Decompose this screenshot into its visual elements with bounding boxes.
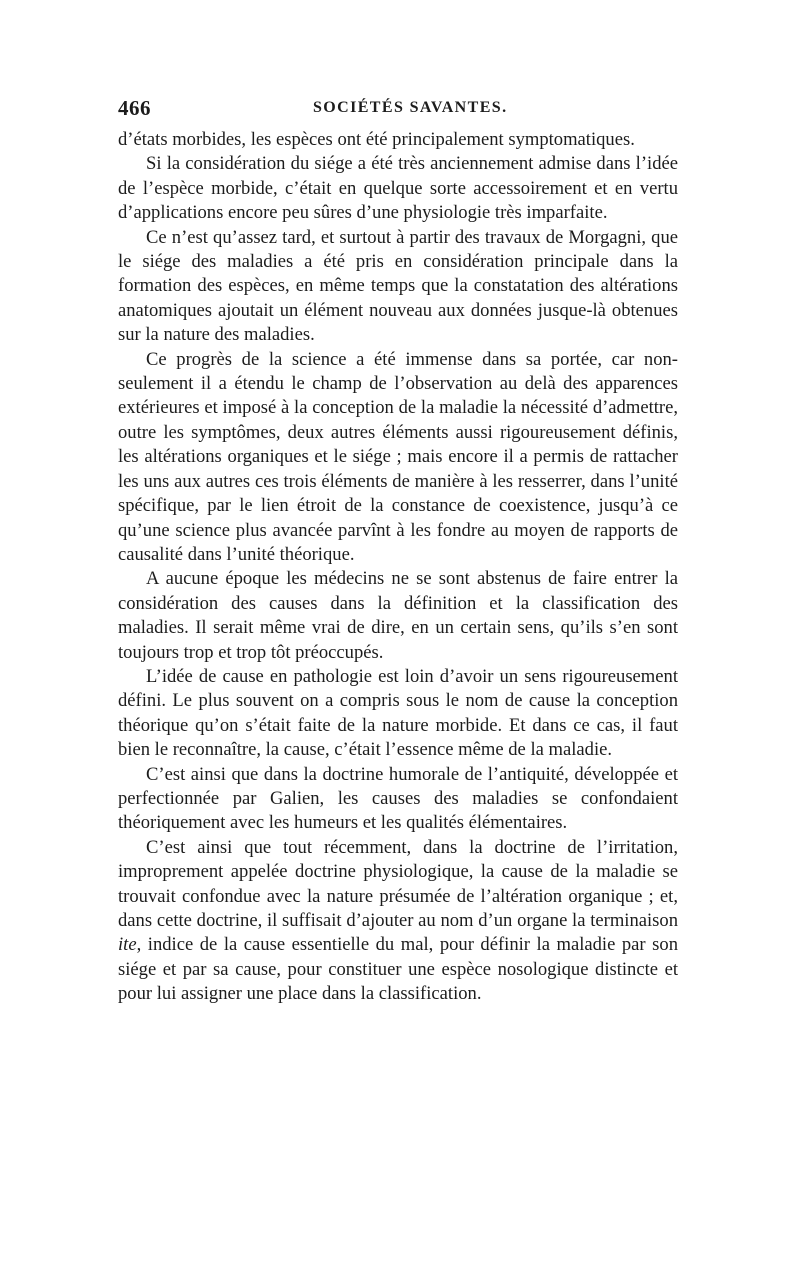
paragraph-8 bbox=[118, 836, 678, 1007]
paragraph-1 bbox=[118, 128, 678, 152]
paragraph-6 bbox=[118, 665, 678, 763]
paragraph-2 bbox=[118, 152, 678, 225]
book-page bbox=[118, 96, 678, 1007]
paragraph-2-text: Si la considération du siége a été très anciennement admise dans l’idée de l’espèce morbide, c’était en quelque sorte accessoirement et en vertu d’applications encore peu sûres d’une physiologie très imparfaite. bbox=[118, 153, 678, 224]
paragraph-5-text: A aucune époque les médecins ne se sont abstenus de faire entrer la considération des causes dans la définition et la classification des maladies. Il serait même vrai de dire, en un certain sens, qu’ils s’en sont toujours trop et trop tôt préoccupés. bbox=[118, 568, 678, 663]
running-title: SOCIÉTÉS SAVANTES. bbox=[313, 99, 508, 116]
paragraph-3 bbox=[118, 226, 678, 348]
paragraph-8-italic-suffix: ite bbox=[118, 934, 137, 956]
running-head bbox=[118, 96, 678, 124]
paragraph-4-text: Ce progrès de la science a été immense dans sa portée, car non-seulement il a étendu le champ de l’observation au delà des apparences extérieures et imposé à la conception de la maladie la nécessité d’admettre, outre les symptômes, deux autres éléments aussi rigoureusement définis, les altérations organiques et le siége ; mais encore il a permis de rattacher les uns aux autres ces trois éléments de manière à les resserrer, dans l’unité spécifique, par le lien étroit de la constance de coexistence, jusqu’à ce qu’une science plus avancée parvînt à les fondre au moyen de rapports de causalité dans l’unité théorique. bbox=[118, 348, 678, 565]
paragraph-1-text: d’états morbides, les espèces ont été principalement symptomatiques. bbox=[118, 129, 635, 150]
paragraph-5 bbox=[118, 567, 678, 665]
paragraph-4 bbox=[118, 348, 678, 568]
paragraph-3-text: Ce n’est qu’assez tard, et surtout à partir des travaux de Morgagni, que le siége des maladies a été pris en considération principale dans la formation des espèces, en même temps que la constatation des altérations anatomiques ajoutait un élément nouveau aux données jusque-là obtenues sur la nature des maladies. bbox=[118, 226, 678, 346]
paragraph-6-text: L’idée de cause en pathologie est loin d’avoir un sens rigoureusement défini. Le plus souvent on a compris sous le nom de cause la conception théorique qu’on s’était faite de la nature morbide. Et dans ce cas, il faut bien le reconnaître, la cause, c’était l’essence même de la maladie. bbox=[118, 665, 678, 761]
paragraph-7-text: C’est ainsi que dans la doctrine humorale de l’antiquité, développée et perfectionnée par Galien, les causes des maladies se confondaient théoriquement avec les humeurs et les qualités élémentaires. bbox=[118, 763, 678, 834]
paragraph-8-text-end: , indice de la cause essentielle du mal, pour définir la maladie par son siége et par sa cause, pour constituer une espèce nosologique distincte et pour lui assigner une place dans la classification. bbox=[118, 934, 678, 1005]
paragraph-8-text: C’est ainsi que tout récemment, dans la doctrine de l’irritation, improprement appelée doctrine physiologique, la cause de la maladie se trouvait confondue avec la nature présumée de l’altération organique ; et, dans cette doctrine, il suffisait d’ajouter au nom d’un organe la terminaison bbox=[118, 836, 678, 931]
page-number: 466 bbox=[118, 96, 151, 120]
paragraph-7 bbox=[118, 763, 678, 836]
body-text bbox=[118, 128, 678, 1007]
